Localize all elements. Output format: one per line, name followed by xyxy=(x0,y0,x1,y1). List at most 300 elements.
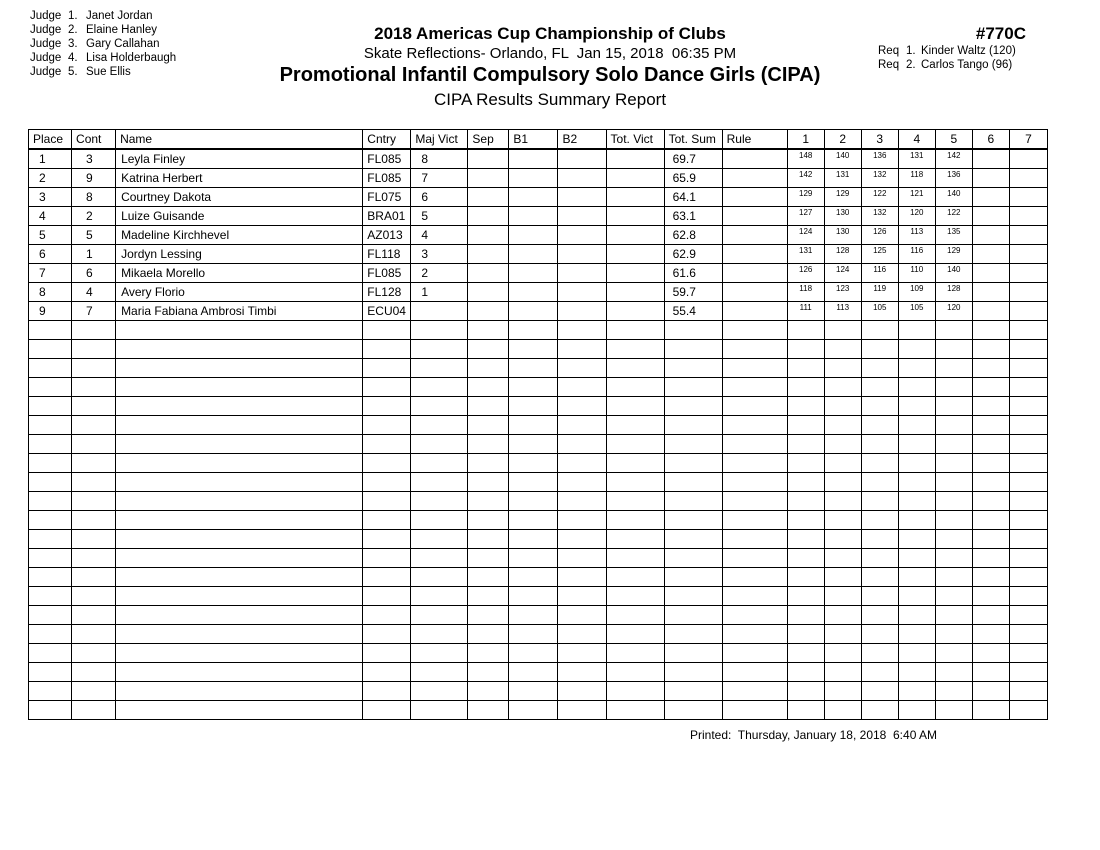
total-victories-cell xyxy=(606,149,664,169)
column-header-b2: B2 xyxy=(558,130,606,150)
empty-cell xyxy=(29,340,72,359)
total-sum-cell: 65.9 xyxy=(664,169,722,188)
judge-score-cell: 136 xyxy=(861,149,898,169)
empty-cell xyxy=(509,473,558,492)
place-cell: 7 xyxy=(29,264,72,283)
empty-cell xyxy=(558,511,606,530)
empty-cell xyxy=(468,359,509,378)
column-header-judge-6: 6 xyxy=(972,130,1009,150)
empty-cell xyxy=(861,340,898,359)
empty-cell xyxy=(722,454,787,473)
empty-cell xyxy=(468,397,509,416)
majority-victories-cell: 1 xyxy=(411,283,468,302)
empty-cell xyxy=(558,530,606,549)
club-code-cell: FL085 xyxy=(363,149,411,169)
event-number: #770C xyxy=(975,24,1026,43)
empty-cell xyxy=(558,340,606,359)
empty-cell xyxy=(558,701,606,720)
empty-table-row xyxy=(29,321,1048,340)
b1-cell xyxy=(509,188,558,207)
empty-cell xyxy=(935,378,972,397)
empty-cell xyxy=(72,644,116,663)
empty-cell xyxy=(861,587,898,606)
empty-cell xyxy=(411,454,468,473)
empty-cell xyxy=(787,587,824,606)
club-code-cell: FL075 xyxy=(363,188,411,207)
empty-cell xyxy=(72,701,116,720)
judge-score-cell: 140 xyxy=(824,149,861,169)
empty-cell xyxy=(664,397,722,416)
majority-victories-cell: 3 xyxy=(411,245,468,264)
empty-table-row xyxy=(29,530,1048,549)
empty-cell xyxy=(861,492,898,511)
empty-cell xyxy=(935,568,972,587)
empty-cell xyxy=(787,606,824,625)
empty-cell xyxy=(824,340,861,359)
empty-table-row xyxy=(29,416,1048,435)
empty-cell xyxy=(722,549,787,568)
total-sum-cell: 62.9 xyxy=(664,245,722,264)
empty-cell xyxy=(116,416,363,435)
skater-name-cell: Mikaela Morello xyxy=(116,264,363,283)
empty-cell xyxy=(509,568,558,587)
empty-cell xyxy=(558,492,606,511)
empty-cell xyxy=(411,340,468,359)
empty-cell xyxy=(363,701,411,720)
empty-cell xyxy=(29,435,72,454)
empty-cell xyxy=(29,397,72,416)
sep-cell xyxy=(468,188,509,207)
rule-cell xyxy=(722,226,787,245)
empty-cell xyxy=(558,435,606,454)
empty-cell xyxy=(935,340,972,359)
empty-table-row xyxy=(29,549,1048,568)
total-sum-cell: 64.1 xyxy=(664,188,722,207)
empty-cell xyxy=(935,549,972,568)
report-name: CIPA Results Summary Report xyxy=(433,90,667,109)
empty-cell xyxy=(1009,701,1047,720)
judge-score-cell xyxy=(1009,245,1047,264)
empty-cell xyxy=(787,625,824,644)
empty-cell xyxy=(72,454,116,473)
majority-victories-cell: 7 xyxy=(411,169,468,188)
requirements-list xyxy=(878,44,1016,72)
empty-cell xyxy=(1009,454,1047,473)
empty-cell xyxy=(29,644,72,663)
empty-cell xyxy=(363,397,411,416)
total-sum-cell: 55.4 xyxy=(664,302,722,321)
empty-cell xyxy=(824,663,861,682)
b2-cell xyxy=(558,226,606,245)
empty-table-row xyxy=(29,340,1048,359)
skater-name-cell: Avery Florio xyxy=(116,283,363,302)
empty-cell xyxy=(29,530,72,549)
judge-score-cell: 131 xyxy=(824,169,861,188)
empty-cell xyxy=(1009,359,1047,378)
empty-cell xyxy=(787,454,824,473)
empty-cell xyxy=(972,511,1009,530)
judge-score-cell: 142 xyxy=(935,149,972,169)
empty-cell xyxy=(72,359,116,378)
empty-cell xyxy=(824,321,861,340)
column-header-rule: Rule xyxy=(722,130,787,150)
empty-cell xyxy=(72,549,116,568)
empty-table-row xyxy=(29,454,1048,473)
table-body xyxy=(29,149,1048,720)
empty-cell xyxy=(787,663,824,682)
empty-cell xyxy=(1009,530,1047,549)
table-row xyxy=(29,302,1048,321)
empty-cell xyxy=(363,663,411,682)
judge-score-cell xyxy=(972,245,1009,264)
empty-cell xyxy=(468,492,509,511)
empty-cell xyxy=(363,549,411,568)
judge-score-cell: 131 xyxy=(898,149,935,169)
empty-cell xyxy=(664,321,722,340)
empty-cell xyxy=(72,378,116,397)
table-header xyxy=(29,130,1048,150)
empty-table-row xyxy=(29,397,1048,416)
empty-cell xyxy=(606,568,664,587)
b1-cell xyxy=(509,245,558,264)
judge-line xyxy=(30,23,176,37)
empty-cell xyxy=(824,511,861,530)
empty-cell xyxy=(509,378,558,397)
judge-score-cell: 105 xyxy=(861,302,898,321)
empty-cell xyxy=(558,587,606,606)
empty-cell xyxy=(468,530,509,549)
place-cell: 3 xyxy=(29,188,72,207)
empty-cell xyxy=(363,473,411,492)
table-row xyxy=(29,245,1048,264)
empty-cell xyxy=(664,473,722,492)
judge-score-cell: 129 xyxy=(787,188,824,207)
judge-score-cell: 121 xyxy=(898,188,935,207)
empty-cell xyxy=(898,416,935,435)
rule-cell xyxy=(722,245,787,264)
empty-cell xyxy=(116,568,363,587)
empty-cell xyxy=(787,416,824,435)
b2-cell xyxy=(558,169,606,188)
total-sum-cell: 62.8 xyxy=(664,226,722,245)
judge-score-cell xyxy=(972,264,1009,283)
empty-cell xyxy=(606,378,664,397)
empty-cell xyxy=(363,416,411,435)
judge-name: Janet Jordan xyxy=(86,10,153,22)
column-header-judge-4: 4 xyxy=(898,130,935,150)
empty-cell xyxy=(468,511,509,530)
judge-score-cell xyxy=(972,302,1009,321)
total-victories-cell xyxy=(606,226,664,245)
judge-score-cell xyxy=(972,226,1009,245)
empty-cell xyxy=(509,606,558,625)
empty-cell xyxy=(664,435,722,454)
empty-cell xyxy=(935,397,972,416)
empty-cell xyxy=(509,682,558,701)
empty-cell xyxy=(116,606,363,625)
empty-cell xyxy=(72,473,116,492)
empty-cell xyxy=(29,682,72,701)
judge-score-cell xyxy=(1009,302,1047,321)
empty-table-row xyxy=(29,378,1048,397)
empty-cell xyxy=(861,568,898,587)
empty-cell xyxy=(606,606,664,625)
judge-score-cell xyxy=(972,188,1009,207)
empty-cell xyxy=(787,435,824,454)
empty-cell xyxy=(29,606,72,625)
judge-score-cell: 122 xyxy=(861,188,898,207)
column-header-judge-3: 3 xyxy=(861,130,898,150)
empty-cell xyxy=(116,454,363,473)
judge-score-cell: 111 xyxy=(787,302,824,321)
empty-cell xyxy=(509,701,558,720)
empty-cell xyxy=(558,416,606,435)
judge-prefix: Judge xyxy=(30,38,62,50)
empty-cell xyxy=(824,625,861,644)
judge-score-cell: 129 xyxy=(935,245,972,264)
empty-cell xyxy=(606,397,664,416)
sep-cell xyxy=(468,245,509,264)
column-header-tot-vict: Tot. Vict xyxy=(606,130,664,150)
empty-cell xyxy=(972,682,1009,701)
empty-cell xyxy=(972,530,1009,549)
empty-cell xyxy=(116,549,363,568)
empty-cell xyxy=(509,416,558,435)
total-sum-cell: 59.7 xyxy=(664,283,722,302)
empty-cell xyxy=(824,606,861,625)
empty-cell xyxy=(363,378,411,397)
empty-cell xyxy=(972,397,1009,416)
empty-cell xyxy=(898,321,935,340)
empty-cell xyxy=(722,340,787,359)
empty-cell xyxy=(509,454,558,473)
empty-cell xyxy=(363,454,411,473)
empty-cell xyxy=(116,359,363,378)
contestant-number-cell: 8 xyxy=(72,188,116,207)
empty-cell xyxy=(509,435,558,454)
empty-cell xyxy=(787,701,824,720)
empty-cell xyxy=(29,321,72,340)
empty-cell xyxy=(468,454,509,473)
b1-cell xyxy=(509,207,558,226)
empty-cell xyxy=(898,644,935,663)
majority-victories-cell: 2 xyxy=(411,264,468,283)
empty-cell xyxy=(898,473,935,492)
table-row xyxy=(29,264,1048,283)
empty-cell xyxy=(722,663,787,682)
empty-cell xyxy=(935,606,972,625)
empty-cell xyxy=(1009,397,1047,416)
total-sum-cell: 63.1 xyxy=(664,207,722,226)
b1-cell xyxy=(509,149,558,169)
empty-cell xyxy=(411,625,468,644)
empty-cell xyxy=(664,587,722,606)
empty-cell xyxy=(116,625,363,644)
place-cell: 5 xyxy=(29,226,72,245)
empty-table-row xyxy=(29,663,1048,682)
empty-cell xyxy=(787,359,824,378)
total-victories-cell xyxy=(606,188,664,207)
empty-cell xyxy=(861,511,898,530)
empty-table-row xyxy=(29,511,1048,530)
empty-cell xyxy=(722,321,787,340)
judge-number: 2. xyxy=(68,24,78,36)
empty-cell xyxy=(722,359,787,378)
empty-cell xyxy=(509,549,558,568)
majority-victories-cell: 5 xyxy=(411,207,468,226)
judge-score-cell: 126 xyxy=(787,264,824,283)
empty-cell xyxy=(116,473,363,492)
empty-cell xyxy=(72,492,116,511)
column-header-judge-1: 1 xyxy=(787,130,824,150)
contestant-number-cell: 1 xyxy=(72,245,116,264)
empty-cell xyxy=(509,625,558,644)
empty-cell xyxy=(606,587,664,606)
empty-cell xyxy=(558,454,606,473)
judges-list xyxy=(30,9,176,79)
requirement-prefix: Req xyxy=(878,45,900,57)
judge-name: Sue Ellis xyxy=(86,66,131,78)
empty-cell xyxy=(606,625,664,644)
sep-cell xyxy=(468,149,509,169)
empty-cell xyxy=(824,587,861,606)
judge-score-cell: 128 xyxy=(935,283,972,302)
empty-cell xyxy=(722,568,787,587)
empty-cell xyxy=(935,435,972,454)
empty-cell xyxy=(898,568,935,587)
empty-cell xyxy=(898,682,935,701)
empty-cell xyxy=(664,454,722,473)
empty-cell xyxy=(509,644,558,663)
empty-cell xyxy=(898,397,935,416)
empty-cell xyxy=(664,549,722,568)
empty-cell xyxy=(72,397,116,416)
contestant-number-cell: 6 xyxy=(72,264,116,283)
rule-cell xyxy=(722,302,787,321)
empty-cell xyxy=(116,321,363,340)
empty-cell xyxy=(29,587,72,606)
column-header-b1: B1 xyxy=(509,130,558,150)
b1-cell xyxy=(509,283,558,302)
majority-victories-cell: 8 xyxy=(411,149,468,169)
empty-cell xyxy=(824,454,861,473)
empty-cell xyxy=(824,701,861,720)
empty-cell xyxy=(606,511,664,530)
empty-cell xyxy=(558,568,606,587)
empty-cell xyxy=(824,492,861,511)
empty-cell xyxy=(787,340,824,359)
empty-cell xyxy=(898,587,935,606)
empty-cell xyxy=(861,416,898,435)
club-code-cell: FL085 xyxy=(363,264,411,283)
empty-cell xyxy=(1009,416,1047,435)
empty-cell xyxy=(72,663,116,682)
empty-cell xyxy=(606,530,664,549)
judge-line xyxy=(30,65,176,79)
empty-cell xyxy=(664,416,722,435)
judge-score-cell: 131 xyxy=(787,245,824,264)
judge-score-cell xyxy=(1009,169,1047,188)
empty-cell xyxy=(1009,378,1047,397)
majority-victories-cell: 4 xyxy=(411,226,468,245)
empty-cell xyxy=(606,663,664,682)
column-header-sep: Sep xyxy=(468,130,509,150)
empty-cell xyxy=(1009,511,1047,530)
judge-score-cell: 129 xyxy=(824,188,861,207)
judge-prefix: Judge xyxy=(30,24,62,36)
b1-cell xyxy=(509,226,558,245)
empty-cell xyxy=(787,321,824,340)
empty-cell xyxy=(72,511,116,530)
table-row xyxy=(29,149,1048,169)
empty-cell xyxy=(935,359,972,378)
empty-table-row xyxy=(29,682,1048,701)
empty-cell xyxy=(972,663,1009,682)
requirement-line xyxy=(878,58,1016,72)
rule-cell xyxy=(722,188,787,207)
empty-cell xyxy=(787,530,824,549)
skater-name-cell: Courtney Dakota xyxy=(116,188,363,207)
requirement-name: Kinder Waltz (120) xyxy=(921,45,1016,57)
empty-cell xyxy=(29,663,72,682)
empty-cell xyxy=(722,625,787,644)
place-cell: 2 xyxy=(29,169,72,188)
judge-score-cell: 127 xyxy=(787,207,824,226)
empty-cell xyxy=(824,549,861,568)
empty-cell xyxy=(606,492,664,511)
empty-cell xyxy=(972,625,1009,644)
judge-score-cell: 124 xyxy=(787,226,824,245)
empty-cell xyxy=(558,549,606,568)
empty-cell xyxy=(722,416,787,435)
empty-cell xyxy=(411,682,468,701)
empty-cell xyxy=(116,587,363,606)
empty-cell xyxy=(29,549,72,568)
judge-score-cell: 125 xyxy=(861,245,898,264)
empty-cell xyxy=(824,435,861,454)
judge-score-cell: 113 xyxy=(824,302,861,321)
empty-cell xyxy=(509,397,558,416)
empty-cell xyxy=(664,511,722,530)
judge-line xyxy=(30,37,176,51)
empty-table-row xyxy=(29,701,1048,720)
empty-table-row xyxy=(29,644,1048,663)
judge-score-cell: 135 xyxy=(935,226,972,245)
empty-cell xyxy=(558,682,606,701)
contestant-number-cell: 5 xyxy=(72,226,116,245)
skater-name-cell: Katrina Herbert xyxy=(116,169,363,188)
empty-cell xyxy=(468,682,509,701)
judge-score-cell xyxy=(972,283,1009,302)
rule-cell xyxy=(722,149,787,169)
empty-cell xyxy=(72,682,116,701)
contestant-number-cell: 7 xyxy=(72,302,116,321)
b1-cell xyxy=(509,169,558,188)
b2-cell xyxy=(558,149,606,169)
empty-cell xyxy=(722,682,787,701)
empty-cell xyxy=(972,435,1009,454)
contestant-number-cell: 9 xyxy=(72,169,116,188)
empty-cell xyxy=(363,321,411,340)
empty-table-row xyxy=(29,473,1048,492)
empty-cell xyxy=(972,568,1009,587)
judge-name: Lisa Holderbaugh xyxy=(86,52,177,64)
empty-cell xyxy=(116,511,363,530)
empty-cell xyxy=(72,340,116,359)
judge-score-cell: 140 xyxy=(935,188,972,207)
judge-prefix: Judge xyxy=(30,10,62,22)
empty-cell xyxy=(411,549,468,568)
